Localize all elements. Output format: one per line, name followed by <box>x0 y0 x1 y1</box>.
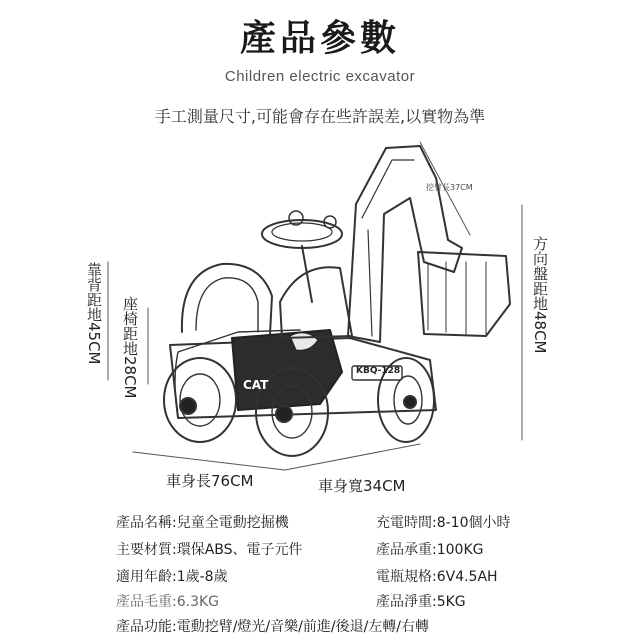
steering-height-label: 方向盤距地48CM <box>531 236 549 354</box>
excavator-arm <box>348 146 462 342</box>
spec-gross-weight: 產品毛重:6.3KG <box>116 594 220 610</box>
width-dimension-line <box>285 444 420 470</box>
spec-name: 產品名稱:兒童全電動挖掘機 <box>116 515 289 531</box>
spec-battery: 電瓶規格:6V4.5AH <box>376 569 498 585</box>
steering-wheel <box>262 220 342 248</box>
plate-text: KBQ-128 <box>356 366 401 376</box>
page-title: 產品參數 <box>239 18 400 59</box>
length-dimension-line <box>133 452 285 470</box>
seat-height-label: 座椅距地28CM <box>121 296 139 399</box>
arm-length-label: 挖臂長37CM <box>426 183 473 192</box>
measurement-note: 手工測量尺寸,可能會存在些許誤差,以實物為準 <box>154 107 486 126</box>
body-width-label: 車身寬34CM <box>318 477 406 495</box>
spec-material: 主要材質:環保ABS、電子元件 <box>116 542 303 558</box>
spec-net-weight: 產品淨重:5KG <box>376 594 466 610</box>
spec-load: 產品承重:100KG <box>376 542 484 558</box>
cab-outline <box>280 267 352 338</box>
rear-left-wheel <box>164 358 236 442</box>
brand-logo: CAT <box>243 378 269 392</box>
page-subtitle: Children electric excavator <box>224 68 416 85</box>
body-length-label: 車身長76CM <box>166 472 254 490</box>
spec-charge-time: 充電時間:8-10個小時 <box>376 515 511 531</box>
backrest-height-label: 靠背距地45CM <box>85 262 103 365</box>
spec-functions: 產品功能:電動挖臂/燈光/音樂/前進/後退/左轉/右轉 <box>116 619 430 635</box>
spec-age: 適用年齡:1歲-8歲 <box>116 569 228 585</box>
